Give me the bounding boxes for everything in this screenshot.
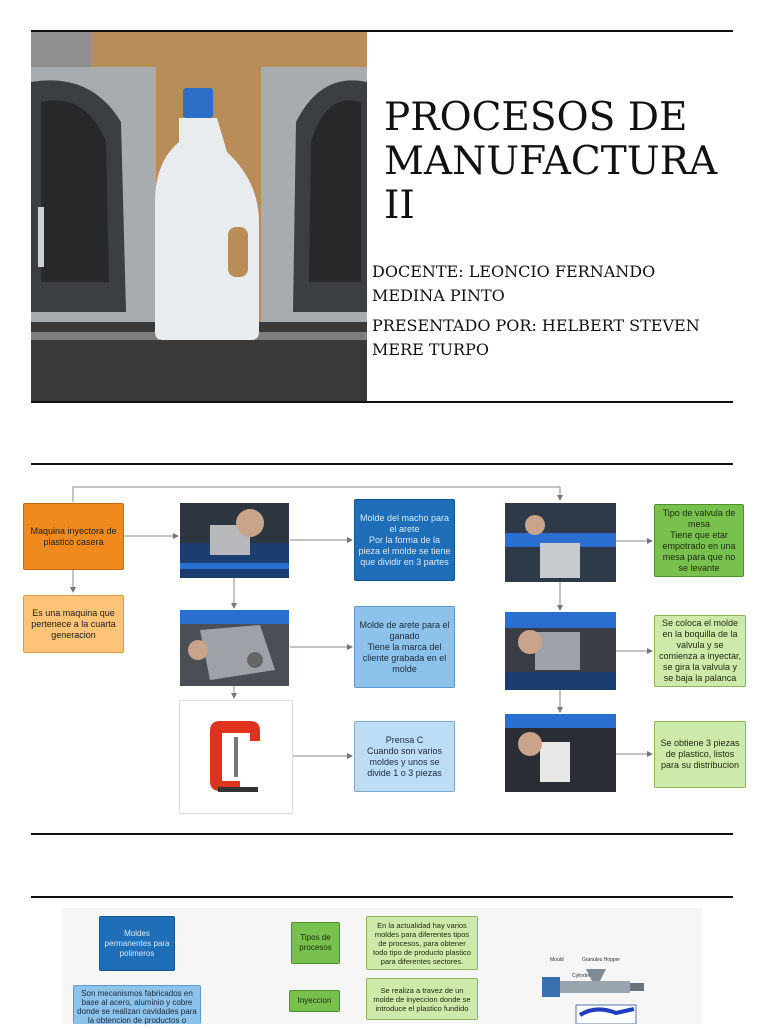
box-maquina-inyectora: Maquina inyectora de plastico casera bbox=[23, 503, 124, 570]
presentado-line-1: PRESENTADO POR: HELBERT STEVEN bbox=[372, 316, 700, 335]
title-line-2: MANUFACTURA bbox=[384, 139, 718, 184]
diagram-label-hopper: Granules Hopper bbox=[582, 957, 621, 963]
docente-line-1: DOCENTE: LEONCIO FERNANDO bbox=[372, 262, 656, 281]
photo-boquilla bbox=[505, 612, 616, 690]
box-boquilla-valvula: Se coloca el molde en la boquilla de la valvula y se comienza a inyectar, se gira la valvula y se baja la palanca bbox=[654, 615, 746, 687]
presentado-line-2: MERE TURPO bbox=[372, 340, 489, 359]
box-molde-macho: Molde del macho para el arete Por la forma de la pieza el molde se tiene que dividir en 3 partes bbox=[354, 499, 455, 581]
diagram-label-cylinder: Cylinder bbox=[572, 973, 591, 979]
photo-valvula-mesa bbox=[505, 503, 616, 582]
box-prensa-c: Prensa C Cuando son varios moldes y unos se divide 1 o 3 piezas bbox=[354, 721, 455, 792]
photo-molde-arete bbox=[180, 610, 289, 686]
diagram-label-mould: Mould bbox=[550, 957, 564, 963]
box-inyeccion: Inyeccion bbox=[289, 990, 340, 1012]
box-cuarta-generacion: Es una maquina que pertenece a la cuarta generacion bbox=[23, 595, 124, 653]
box-molde-arete: Molde de arete para el ganado Tiene la marca del cliente grabada en el molde bbox=[354, 606, 455, 688]
box-tipos-procesos: Tipos de procesos bbox=[291, 922, 340, 964]
title-line-3: II bbox=[384, 183, 415, 228]
box-mecanismos: Son mecanismos fabricados en base al acero, aluminio y cobre donde se realizan cavidades para la obtencion de productos o bbox=[73, 985, 201, 1024]
photo-piezas-plastico bbox=[505, 714, 616, 792]
box-piezas-distribucion: Se obtiene 3 piezas de plastico, listos para su distribucion bbox=[654, 721, 746, 788]
slide3-top-rule bbox=[31, 896, 733, 898]
title-line-1: PROCESOS DE bbox=[384, 95, 688, 140]
box-actualidad: En la actualidad hay varios moldes para diferentes tipos de procesos, para obtener todo tipo de producto plastico para diferentes sectores. bbox=[366, 916, 478, 970]
injection-machine-diagram bbox=[536, 955, 656, 1024]
slide2-bottom-rule bbox=[31, 833, 733, 835]
photo-prensa-c bbox=[179, 700, 293, 814]
box-valvula-mesa: Tipo de valvula de mesa Tiene que etar empotrado en una mesa para que no se levante bbox=[654, 504, 744, 577]
photo-molde-macho bbox=[180, 503, 289, 578]
docente-line-2: MEDINA PINTO bbox=[372, 286, 505, 305]
box-moldes-permanentes: Moldes permanentes para polimeros bbox=[99, 916, 175, 971]
box-travez-molde: Se realiza a travez de un molde de inyeccion donde se introduce el plastico fundido bbox=[366, 978, 478, 1020]
